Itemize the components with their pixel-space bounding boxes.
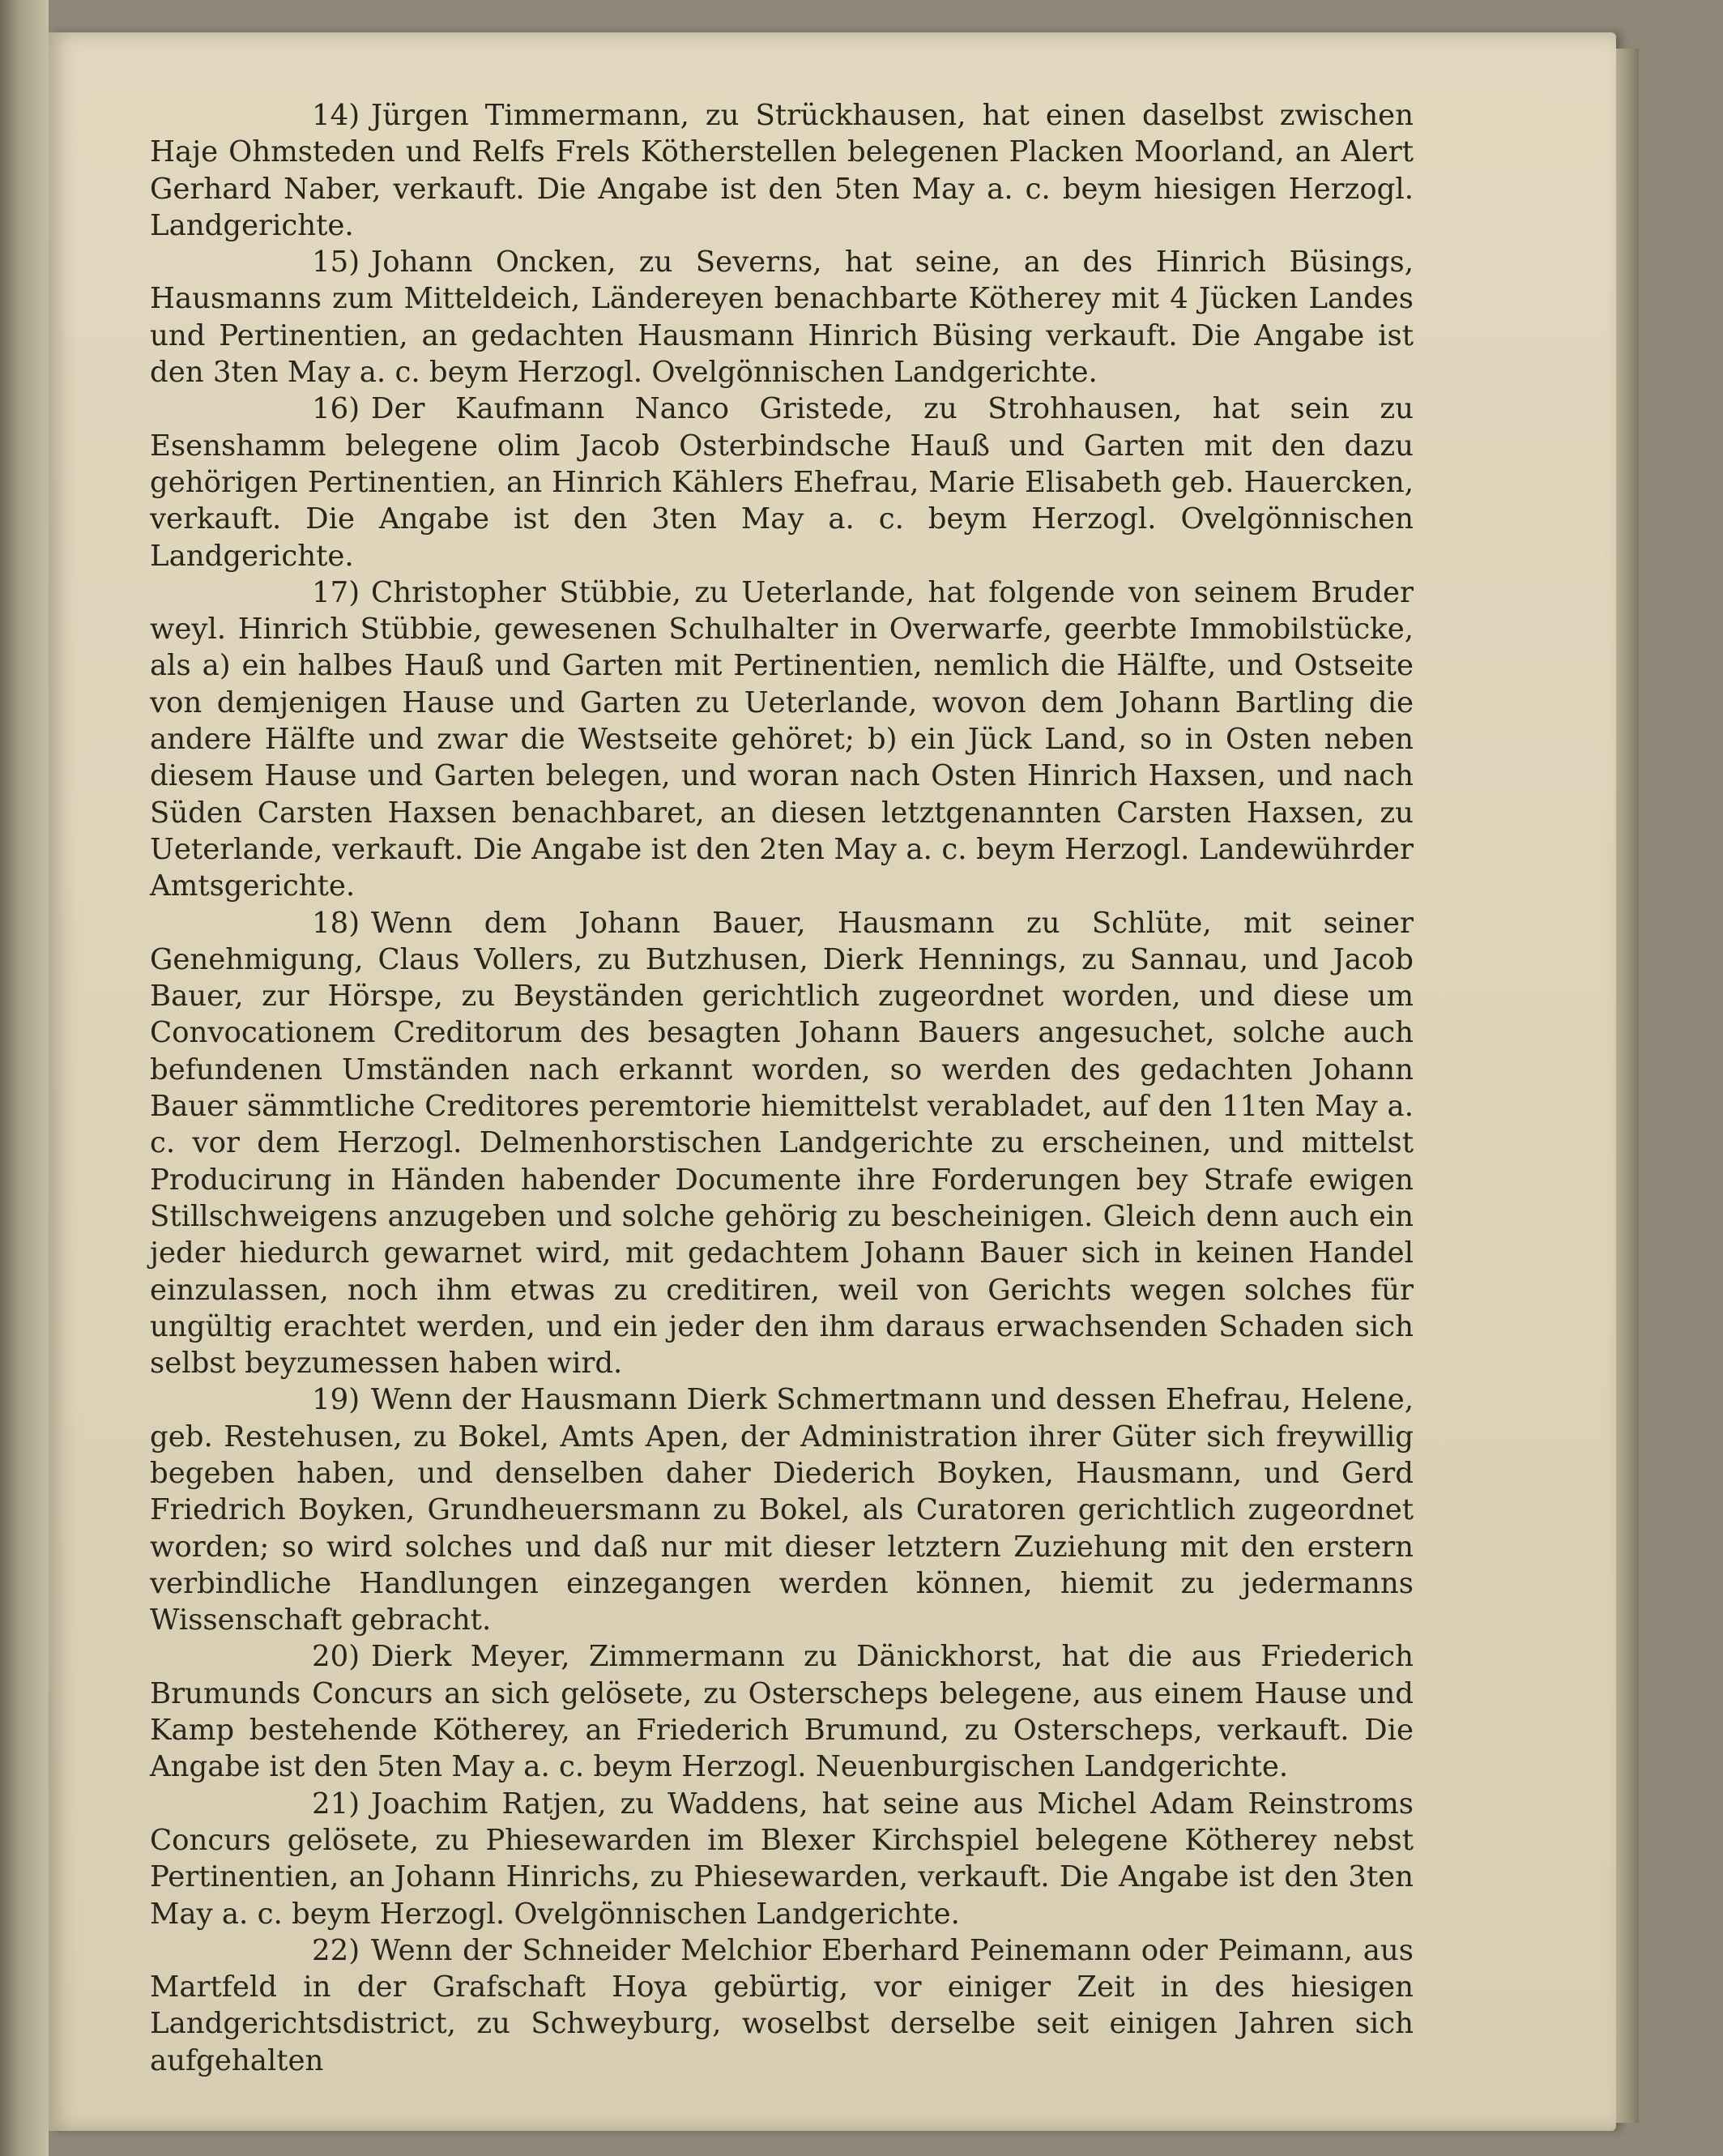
notice-entry-19 xyxy=(150,1381,1414,1638)
entry-text: Christopher Stübbie, zu Ueterlande, hat folgende von seinem Bruder weyl. Hinrich Stübbie, gewesenen Schulhalter in Overwarfe, geerbte Immobilstücke, als a) ein halbes Hauß und Garten mit Pertinentien, nemlich die Hälfte, und Ostseite von demjenigen Hause und Garten zu Ueterlande, wovon dem Johann Bartling die andere Hälfte und zwar die Westseite gehöret; b) ein Jück Land, so in Osten neben diesem Hause und Garten belegen, und woran nach Osten Hinrich Haxsen, und nach Süden Carsten Haxsen benachbaret, an diesen letztgenannten Carsten Haxsen, zu Ueterlande, verkauft. Die Angabe ist den 2ten May a. c. beym Herzogl. Landewührder Amtsgerichte. xyxy=(150,575,1414,903)
entry-text: Dierk Meyer, Zimmermann zu Dänickhorst, hat die aus Friederich Brumunds Concurs an sich gelösete, zu Osterscheps belegene, aus einem Hause und Kamp bestehende Kötherey, an Friederich Brumund, zu Osterscheps, verkauft. Die Angabe ist den 5ten May a. c. beym Herzogl. Neuenburgischen Landgerichte. xyxy=(150,1640,1414,1784)
entry-text: Johann Oncken, zu Severns, hat seine, an des Hinrich Büsings, Hausmanns zum Mitteldeich, Ländereyen benachbarte Kötherey mit 4 Jücken Landes und Pertinentien, an gedachten Hausmann Hinrich Büsing verkauft. Die Angabe ist den 3ten May a. c. beym Herzogl. Ovelgönnischen Landgerichte. xyxy=(150,245,1414,390)
entry-number: 22 ) xyxy=(312,1932,360,1969)
entry-number: 20 ) xyxy=(312,1638,360,1675)
notice-entry-15 xyxy=(150,244,1414,391)
entry-number: 19 ) xyxy=(312,1381,360,1418)
entry-text: Jürgen Timmermann, zu Strückhausen, hat einen daselbst zwischen Haje Ohmsteden und Relfs Frels Kötherstellen belegenen Placken Moorland, an Alert Gerhard Naber, verkauft. Die Angabe ist den 5ten May a. c. beym hiesigen Herzogl. Landgerichte. xyxy=(150,99,1414,242)
notice-entry-22 xyxy=(150,1932,1414,2079)
notice-entry-14 xyxy=(150,97,1414,244)
notice-text-block xyxy=(150,97,1414,2079)
page-stack-edge xyxy=(1616,49,1639,2123)
notice-entry-20 xyxy=(150,1638,1414,1785)
entry-number: 16 ) xyxy=(312,391,360,427)
entry-number: 21 ) xyxy=(312,1786,360,1822)
entry-text: Wenn der Schneider Melchior Eberhard Peinemann oder Peimann, aus Martfeld in der Grafschaft Hoya gebürtig, vor einiger Zeit in des hiesigen Landgerichtsdistrict, zu Schweyburg, woselbst derselbe seit einigen Jahren sich aufgehalten xyxy=(150,1933,1414,2077)
entry-text: Joachim Ratjen, zu Waddens, hat seine aus Michel Adam Reinstroms Concurs gelösete, zu Phiesewarden im Blexer Kirchspiel belegene Kötherey nebst Pertinentien, an Johann Hinrichs, zu Phiesewarden, verkauft. Die Angabe ist den 3ten May a. c. beym Herzogl. Ovelgönnischen Landgerichte. xyxy=(150,1787,1414,1931)
adjacent-page-edge xyxy=(0,0,49,2156)
entry-text: Der Kaufmann Nanco Gristede, zu Strohhausen, hat sein zu Esenshamm belegene olim Jacob Osterbindsche Hauß und Garten mit den dazu gehörigen Pertinentien, an Hinrich Kählers Ehefrau, Marie Elisabeth geb. Hauercken, verkauft. Die Angabe ist den 3ten May a. c. beym Herzogl. Ovelgönnischen Landgerichte. xyxy=(150,392,1414,573)
entry-number: 18 ) xyxy=(312,905,360,941)
entry-text: Wenn der Hausmann Dierk Schmertmann und dessen Ehefrau, Helene, geb. Restehusen, zu Bokel, Amts Apen, der Administration ihrer Güter sich freywillig begeben haben, und denselben daher Diederich Boyken, Hausmann, und Gerd Friedrich Boyken, Grundheuersmann zu Bokel, als Curatoren gerichtlich zugeordnet worden; so wird solches und daß nur mit dieser letztern Zuziehung mit den erstern verbindliche Handlungen einzegangen werden können, hiemit zu jedermanns Wissenschaft gebracht. xyxy=(150,1383,1414,1637)
notice-entry-18 xyxy=(150,905,1414,1382)
notice-entry-17 xyxy=(150,574,1414,905)
entry-number: 17 ) xyxy=(312,574,360,611)
entry-text: Wenn dem Johann Bauer, Hausmann zu Schlüte, mit seiner Genehmigung, Claus Vollers, zu Butzhusen, Dierk Hennings, zu Sannau, und Jacob Bauer, zur Hörspe, zu Beyständen gerichtlich zugeordnet worden, und diese um Convocationem Creditorum des besagten Johann Bauers angesuchet, solche auch befundenen Umständen nach erkannt worden, so werden des gedachten Johann Bauer sämmtliche Creditores peremtorie hiemittelst verabladet, auf den 11ten May a. c. vor dem Herzogl. Delmenhorstischen Landgerichte zu erscheinen, und mittelst Producirung in Händen habender Documente ihre Forderungen bey Strafe ewigen Stillschweigens anzugeben und solche gehörig zu bescheinigen. Gleich denn auch ein jeder hiedurch gewarnet wird, mit gedachtem Johann Bauer sich in keinen Handel einzulassen, noch ihm etwas zu creditiren, weil von Gerichts wegen solches für ungültig erachtet werden, und ein jeder den ihm daraus erwachsenden Schaden sich selbst beyzumessen haben wird. xyxy=(150,906,1414,1381)
entry-number: 14 ) xyxy=(312,97,360,134)
notice-entry-21 xyxy=(150,1786,1414,1932)
entry-number: 15 ) xyxy=(312,244,360,280)
notice-entry-16 xyxy=(150,391,1414,574)
